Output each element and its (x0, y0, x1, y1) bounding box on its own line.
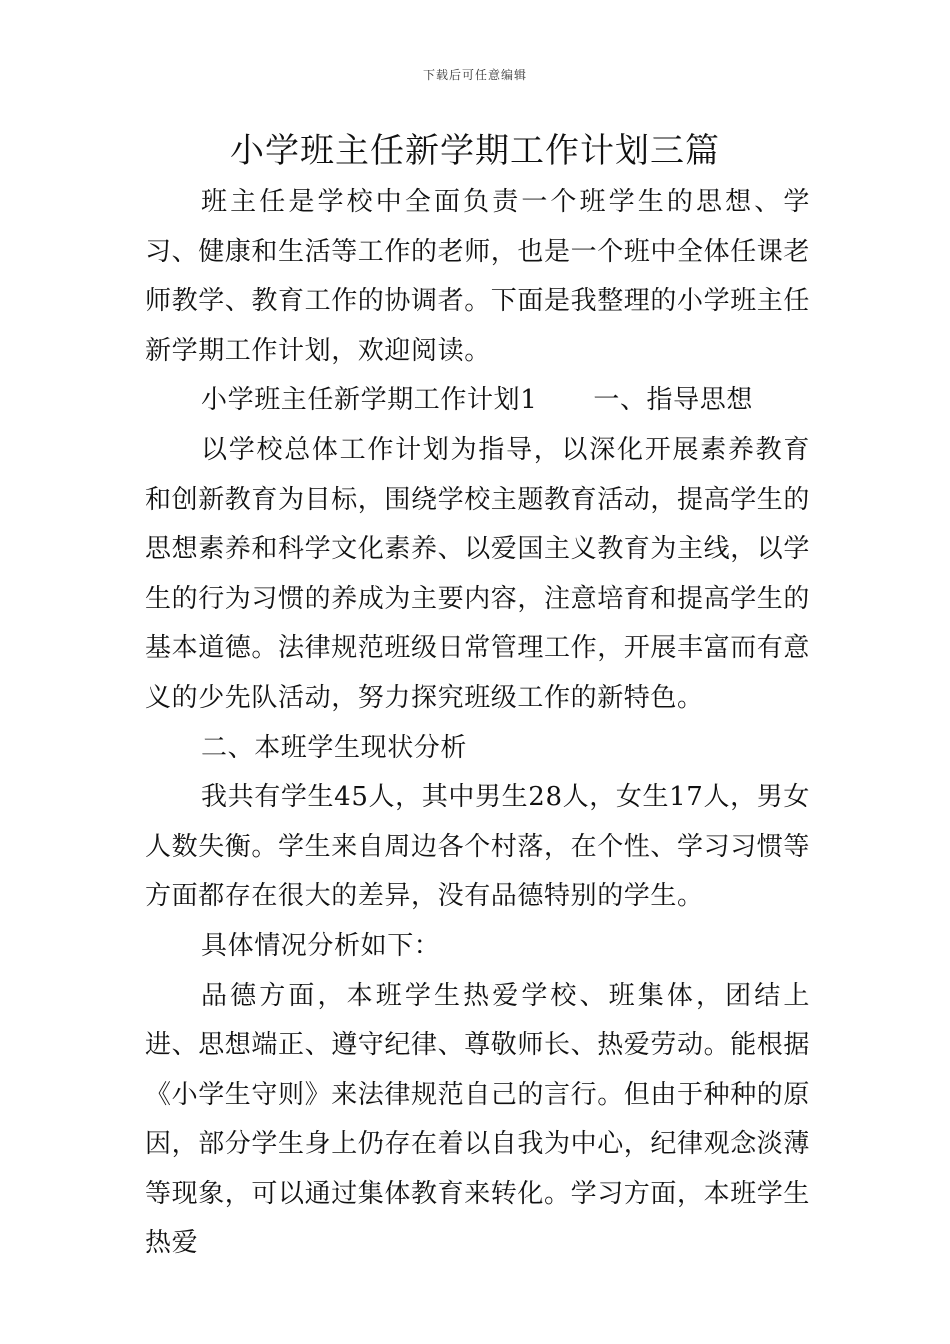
analysis-intro: 具体情况分析如下： (201, 930, 441, 961)
intro-paragraph: 班主任是学校中全面负责一个班学生的思想、学习、健康和生活等工作的老师，也是一个班中全体任课老师教学、教育工作的协调者。下面是我整理的小学班主任新学期工作计划，欢迎阅读。 (145, 187, 811, 366)
section1-heading: 一、指导思想 (593, 385, 753, 416)
plan1-heading: 小学班主任新学期工作计划1 (201, 385, 538, 416)
document-title: 小学班主任新学期工作计划三篇 (230, 131, 720, 171)
header-note: 下载后可任意编辑 (422, 68, 527, 82)
document-body (145, 178, 810, 1269)
guiding-thought-paragraph: 以学校总体工作计划为指导，以深化开展素养教育和创新教育为目标，围绕学校主题教育活动，提高学生的思想素养和科学文化素养、以爱国主义教育为主线，以学生的行为习惯的养成为主要内容，注意培育和提高学生的基本道德。法律规范班级日常管理工作，开展丰富而有意义的少先队活动，努力探究班级工作的新特色。 (145, 434, 811, 713)
plan1-heading-line (145, 376, 810, 426)
class-overview-paragraph: 我共有学生45人，其中男生28人，女生17人，男女人数失衡。学生来自周边各个村落，在个性、学习习惯等方面都存在很大的差异，没有品德特别的学生。 (145, 782, 811, 912)
moral-aspect-paragraph: 品德方面，本班学生热爱学校、班集体，团结上进、思想端正、遵守纪律、尊敬师长、热爱劳动。能根据《小学生守则》来法律规范自己的言行。但由于种种的原因，部分学生身上仍存在着以自我为中心，纪律观念淡薄等现象，可以通过集体教育来转化。学习方面，本班学生热爱 (145, 980, 811, 1259)
section2-heading: 二、本班学生现状分析 (201, 732, 468, 763)
